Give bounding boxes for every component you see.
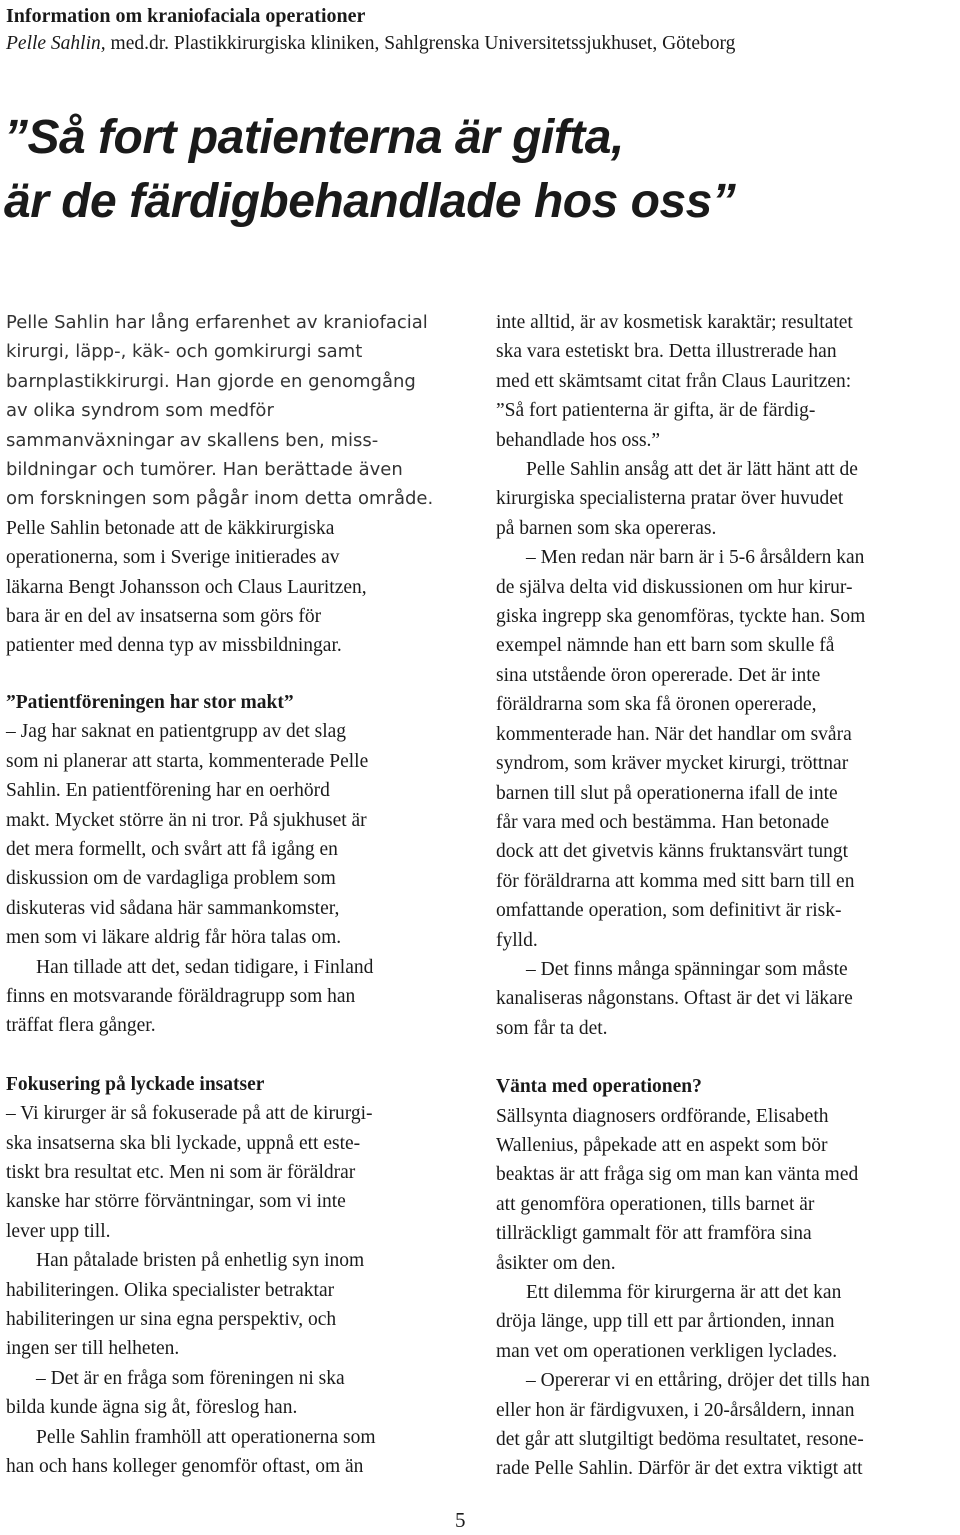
body-paragraph (496, 955, 956, 1043)
text-line: sammanväxningar av skallens ben, miss- (6, 429, 379, 451)
text-line: att genomföra operationen, tills barnet är (496, 1193, 815, 1215)
text-line: eller hon är färdigvuxen, i 20-årsåldern, innan (496, 1399, 855, 1421)
text-line: man vet om operationen verkligen lyclades. (496, 1340, 838, 1362)
body-paragraph (6, 1364, 468, 1423)
text-line: åsikter om den. (496, 1252, 616, 1274)
text-line: dröja länge, upp till ett par årtionden, innan (496, 1311, 835, 1333)
text-line: rade Pelle Sahlin. Därför är det extra viktigt att (496, 1458, 863, 1480)
text-line: syndrom, som kräver mycket kirurgi, tröttnar (496, 753, 849, 775)
spacer (6, 661, 468, 688)
body-paragraph (6, 1246, 468, 1364)
text-line: får vara med och bestämma. Han betonade (496, 811, 829, 833)
body-paragraph (496, 455, 956, 543)
text-line: – Det är en fråga som föreningen ni ska (36, 1367, 345, 1389)
text-line: habiliteringen ur sina egna perspektiv, och (6, 1309, 337, 1330)
text-line: han och hans kolleger genomför oftast, om än (6, 1456, 364, 1478)
text-line: Pelle Sahlin ansåg att det är lätt hänt att de (526, 459, 858, 481)
text-line: – Men redan när barn är i 5-6 årsåldern kan (526, 547, 865, 569)
text-line: kirurgi, läpp-, käk- och gomkirurgi samt (6, 341, 363, 363)
body-paragraph (6, 514, 468, 661)
text-line: exempel nämnde han ett barn som skulle få (496, 635, 835, 657)
right-column (496, 308, 956, 1484)
spacer (496, 1043, 956, 1072)
text-line: giska ingrepp ska genomföras, tyckte han. Som (496, 606, 866, 628)
body-paragraph (496, 1366, 956, 1484)
text-line: Pelle Sahlin betonade att de käkkirurgiska (6, 517, 335, 539)
text-line: ingen ser till helheten. (6, 1338, 180, 1360)
text-line: Wallenius, påpekade att en aspekt som bör (496, 1134, 828, 1156)
article-header (6, 3, 956, 57)
text-line: – Opererar vi en ettåring, dröjer det tills han (526, 1370, 870, 1392)
text-line: barnen till slut på operationerna ifall de inte (496, 782, 838, 804)
text-line: läkarna Bengt Johansson och Claus Lauritzen, (6, 576, 367, 598)
series-title: Information om kraniofaciala operationer (6, 5, 366, 27)
text-line: Pelle Sahlin framhöll att operationerna som (36, 1426, 376, 1448)
text-line: lever upp till. (6, 1220, 111, 1242)
text-line: ”Så fort patienterna är gifta, är de färdig- (496, 400, 816, 422)
text-line: omfattande operation, som definitivt är risk- (496, 900, 842, 922)
text-line: kommenterade han. När det handlar om svåra (496, 723, 852, 745)
headline (4, 106, 954, 234)
text-line: habiliteringen. Olika specialister betraktar (6, 1279, 335, 1301)
text-line: – Vi kirurger är så fokuserade på att de kirurgi- (6, 1103, 373, 1125)
headline-line-2: är de färdigbehandlade hos oss” (4, 175, 736, 228)
text-line: om forskningen som pågår inom detta område. (6, 488, 434, 510)
text-line: bilda kunde ägna sig åt, föreslog han. (6, 1397, 298, 1419)
body-paragraph (6, 717, 468, 952)
subheading: ”Patientföreningen har stor makt” (6, 691, 294, 713)
spacer (6, 1041, 468, 1070)
text-line: inte alltid, är av kosmetisk karaktär; resultatet (496, 312, 853, 333)
text-line: som får ta det. (496, 1017, 608, 1039)
text-line: behandlade hos oss.” (496, 429, 661, 451)
text-line: Pelle Sahlin har lång erfarenhet av kraniofacial (6, 312, 428, 333)
headline-line-1: ”Så fort patienterna är gifta, (4, 111, 624, 164)
text-line: ska vara estetiskt bra. Detta illustrerade han (496, 341, 837, 363)
text-line: sina utstående öron opererade. Det är inte (496, 664, 821, 686)
body-paragraph (6, 953, 468, 1041)
text-line: Ett dilemma för kirurgerna är att det kan (526, 1282, 842, 1303)
body-paragraph (496, 1278, 956, 1366)
text-line: kirurgiska specialisterna pratar över huvudet (496, 488, 844, 510)
body-paragraph (496, 308, 956, 455)
author-affiliation: med.dr. Plastikkirurgiska kliniken, Sahlgrenska Universitetssjukhuset, Göteborg (105, 33, 736, 54)
text-line: ska insatserna ska bli lyckade, uppnå ett este- (6, 1132, 361, 1154)
page-number: 5 (455, 1508, 466, 1532)
text-line: Sällsynta diagnosers ordförande, Elisabeth (496, 1105, 829, 1127)
text-line: finns en motsvarande föräldragrupp som han (6, 985, 356, 1007)
text-line: barnplastikkirurgi. Han gjorde en genomgång (6, 370, 416, 392)
text-line: kanske har större förväntningar, som vi inte (6, 1191, 346, 1213)
text-line: diskussion om de vardagliga problem som (6, 868, 336, 890)
text-line: kanaliseras någonstans. Oftast är det vi läkare (496, 988, 853, 1010)
text-line: de själva delta vid diskussionen om hur kirur- (496, 576, 853, 598)
text-line: – Jag har saknat en patientgrupp av det slag (6, 721, 347, 743)
intro-paragraph (6, 308, 468, 514)
text-line: på barnen som ska opereras. (496, 517, 717, 539)
text-line: operationerna, som i Sverige initierades av (6, 547, 340, 569)
author-line (6, 30, 956, 57)
text-line: Sahlin. En patientförening har en oerhörd (6, 780, 330, 802)
text-line: Han påtalade bristen på enhetlig syn inom (36, 1250, 365, 1272)
text-line: tiskt bra resultat etc. Men ni som är föräldrar (6, 1161, 356, 1183)
text-line: föräldrarna som ska få öronen opererade, (496, 694, 817, 716)
text-line: för föräldrarna att komma med sitt barn till en (496, 870, 855, 892)
body-paragraph (6, 1423, 468, 1482)
text-line: det går att slutgiltigt bedöma resultatet, resone- (496, 1429, 864, 1451)
text-line: diskuteras vid sådana här sammankomster, (6, 897, 340, 919)
text-line: fylld. (496, 929, 538, 951)
author-name: Pelle Sahlin, (6, 33, 106, 54)
text-line: av olika syndrom som medför (6, 400, 274, 422)
text-line: träffat flera gånger. (6, 1015, 156, 1037)
text-line: patienter med denna typ av missbildningar. (6, 635, 342, 657)
text-line: det mera formellt, och svårt att få igång en (6, 838, 338, 860)
text-line: bildningar och tumörer. Han berättade även (6, 459, 403, 481)
subheading: Fokusering på lyckade insatser (6, 1073, 265, 1095)
text-line: bara är en del av insatserna som görs för (6, 606, 322, 628)
text-line: – Det finns många spänningar som måste (526, 958, 848, 980)
text-line: Han tillade att det, sedan tidigare, i Finland (36, 956, 374, 978)
subheading: Vänta med operationen? (496, 1076, 702, 1098)
text-line: beaktas är att fråga sig om man kan vänta med (496, 1164, 859, 1186)
text-line: men som vi läkare aldrig får höra talas om. (6, 927, 342, 949)
body-paragraph (496, 1102, 956, 1278)
left-column (6, 308, 468, 1481)
text-line: som ni planerar att starta, kommenterade Pelle (6, 750, 369, 772)
text-line: dock att det givetvis känns fruktansvärt tungt (496, 841, 849, 863)
text-line: tillräckligt gammalt för att framföra sina (496, 1223, 812, 1245)
body-paragraph (496, 543, 956, 955)
body-paragraph (6, 1099, 468, 1246)
text-line: makt. Mycket större än ni tror. På sjukhuset är (6, 809, 367, 831)
text-line: med ett skämtsamt citat från Claus Lauritzen: (496, 370, 852, 392)
